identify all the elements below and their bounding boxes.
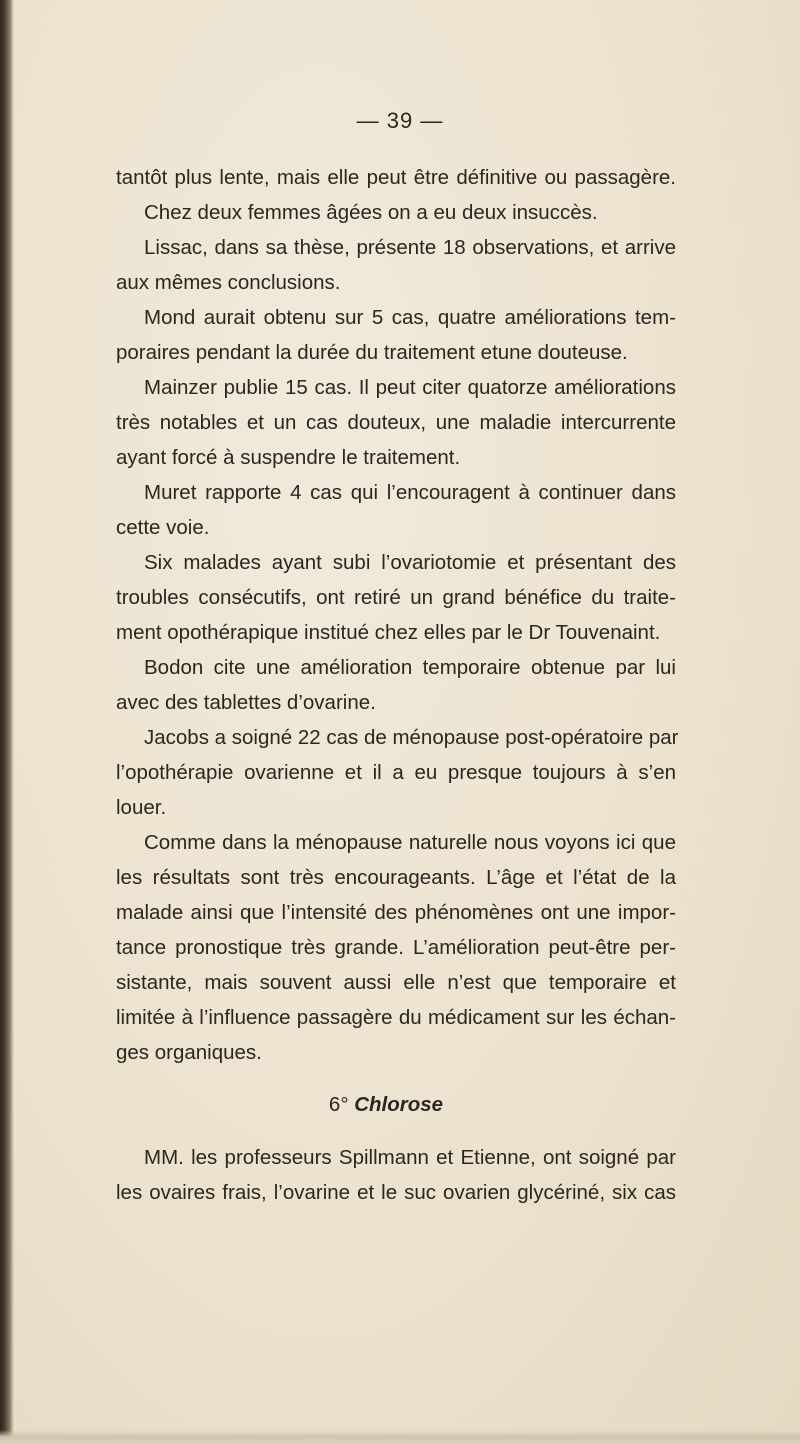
text-line: Lissac, dans sa thèse, présente 18 observations, et arrive: [144, 236, 676, 259]
text-line: ayant forcé à suspendre le traitement.: [116, 446, 461, 469]
text-line: Bodon cite une amélioration temporaire obtenue par lui: [144, 656, 676, 679]
text-line: sistante, mais souvent aussi elle n’est que temporaire et: [116, 971, 676, 994]
text-line: avec des tablettes d’ovarine.: [116, 691, 376, 714]
text-line: Comme dans la ménopause naturelle nous voyons ici que: [144, 831, 676, 854]
text-line: Jacobs a soigné 22 cas de ménopause post-opératoire par: [144, 726, 679, 749]
page-bottom-edge: [0, 1430, 800, 1444]
text-line: l’opothérapie ovarienne et il a eu presque toujours à s’en: [116, 761, 676, 784]
body-text: [116, 160, 679, 1210]
text-line: louer.: [116, 796, 167, 819]
text-line: malade ainsi que l’intensité des phénomènes ont une impor-: [116, 901, 676, 924]
text-line: ment opothérapique institué chez elles par le Dr Touvenaint.: [116, 621, 661, 644]
section-number: 6°: [328, 1093, 355, 1116]
text-line: Chez deux femmes âgées on a eu deux insuccès.: [144, 201, 598, 224]
text-line: les ovaires frais, l’ovarine et le suc ovarien glycériné, six cas: [116, 1181, 676, 1204]
text-line: Muret rapporte 4 cas qui l’encouragent à continuer dans: [144, 481, 676, 504]
paragraphs-before-heading: [116, 160, 679, 1070]
section-title: Chlorose: [354, 1093, 444, 1116]
text-line: ges organiques.: [116, 1041, 262, 1064]
section-heading: [116, 1070, 676, 1140]
page-number: — 39 —: [356, 108, 444, 133]
text-line: cette voie.: [116, 516, 210, 539]
text-line: aux mêmes conclusions.: [116, 271, 341, 294]
text-line: MM. les professeurs Spillmann et Etienne, ont soigné par: [144, 1146, 676, 1169]
text-line: Mainzer publie 15 cas. Il peut citer quatorze améliorations: [144, 376, 676, 399]
text-line: tance pronostique très grande. L’amélioration peut-être per-: [116, 936, 676, 959]
text-line: troubles consécutifs, ont retiré un grand bénéfice du traite-: [116, 586, 676, 609]
text-line: Mond aurait obtenu sur 5 cas, quatre améliorations tem-: [144, 306, 676, 329]
text-line: poraires pendant la durée du traitement etune douteuse.: [116, 341, 628, 364]
text-line: tantôt plus lente, mais elle peut être définitive ou passagère.: [116, 166, 676, 189]
text-line: limitée à l’influence passagère du médicament sur les échan-: [116, 1006, 676, 1029]
paragraphs-after-heading: [116, 1140, 676, 1210]
text-line: très notables et un cas douteux, une maladie intercurrente: [116, 411, 676, 434]
text-line: les résultats sont très encourageants. L’âge et l’état de la: [116, 866, 676, 889]
binding-shadow: [0, 0, 14, 1444]
text-line: Six malades ayant subi l’ovariotomie et présentant des: [144, 551, 676, 574]
